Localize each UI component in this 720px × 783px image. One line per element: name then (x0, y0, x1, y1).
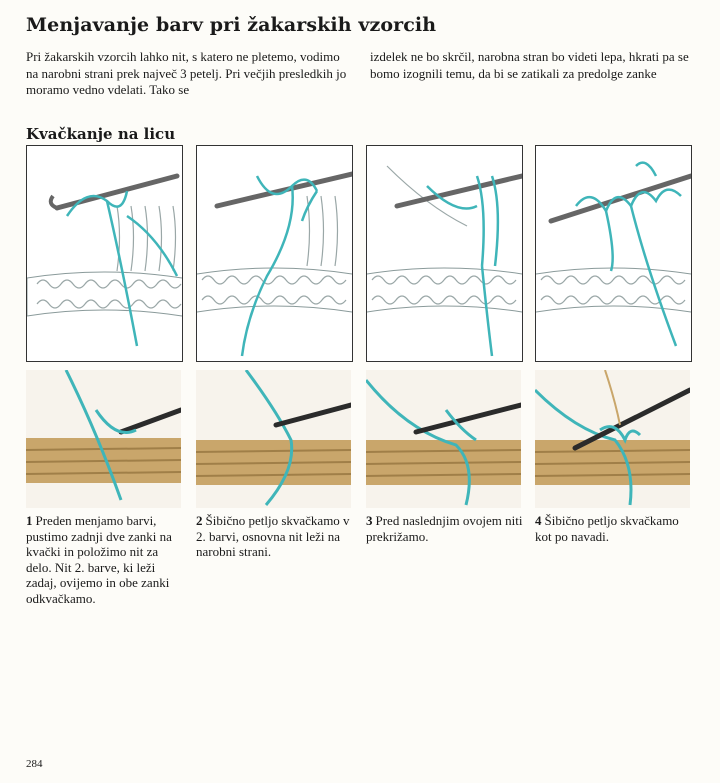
step-1-diagram (26, 145, 183, 362)
step-3-diagram (366, 145, 523, 362)
step-2-diagram (196, 145, 353, 362)
step-1-photo (26, 370, 181, 508)
step-4-photo (535, 370, 690, 508)
step-4-caption (535, 513, 693, 544)
step-1-number: 1 (26, 513, 33, 528)
step-3-number: 3 (366, 513, 373, 528)
section-title: Kvačkanje na licu (26, 125, 176, 143)
step-4-diagram (535, 145, 692, 362)
step-2-photo (196, 370, 351, 508)
intro-text-right: izdelek ne bo skrčil, narobna stran bo videti lepa, hkrati pa se bomo izognili temu, da bi se zatikali za predolge zanke (370, 49, 689, 81)
page-title: Menjavanje barv pri žakarskih vzorcih (26, 14, 437, 36)
step-2-caption (196, 513, 354, 560)
step-4-number: 4 (535, 513, 542, 528)
step-3-photo (366, 370, 521, 508)
step-2-text: Šibično petljo skvačkamo v 2. barvi, osnovna nit leži na narobni strani. (196, 513, 350, 559)
step-1-text: Preden menjamo barvi, pustimo zadnji dve zanki na kvački in položimo nit za delo. Nit 2. barve, ki leži zadaj, ovijemo in obe zanki odkvačkamo. (26, 513, 172, 606)
step-3-text: Pred naslednjim ovojem niti prekrižamo. (366, 513, 523, 544)
step-2-number: 2 (196, 513, 203, 528)
page-number: 284 (26, 758, 43, 770)
intro-text-left: Pri žakarskih vzorcih lahko nit, s katero ne pletemo, vodimo na narobni strani prek največ 3 petelj. Pri večjih presledkih jo moramo vedno vdelati. Tako se (26, 49, 347, 97)
step-3-caption (366, 513, 524, 544)
step-1-caption (26, 513, 184, 606)
step-4-text: Šibično petljo skvačkamo kot po navadi. (535, 513, 679, 544)
